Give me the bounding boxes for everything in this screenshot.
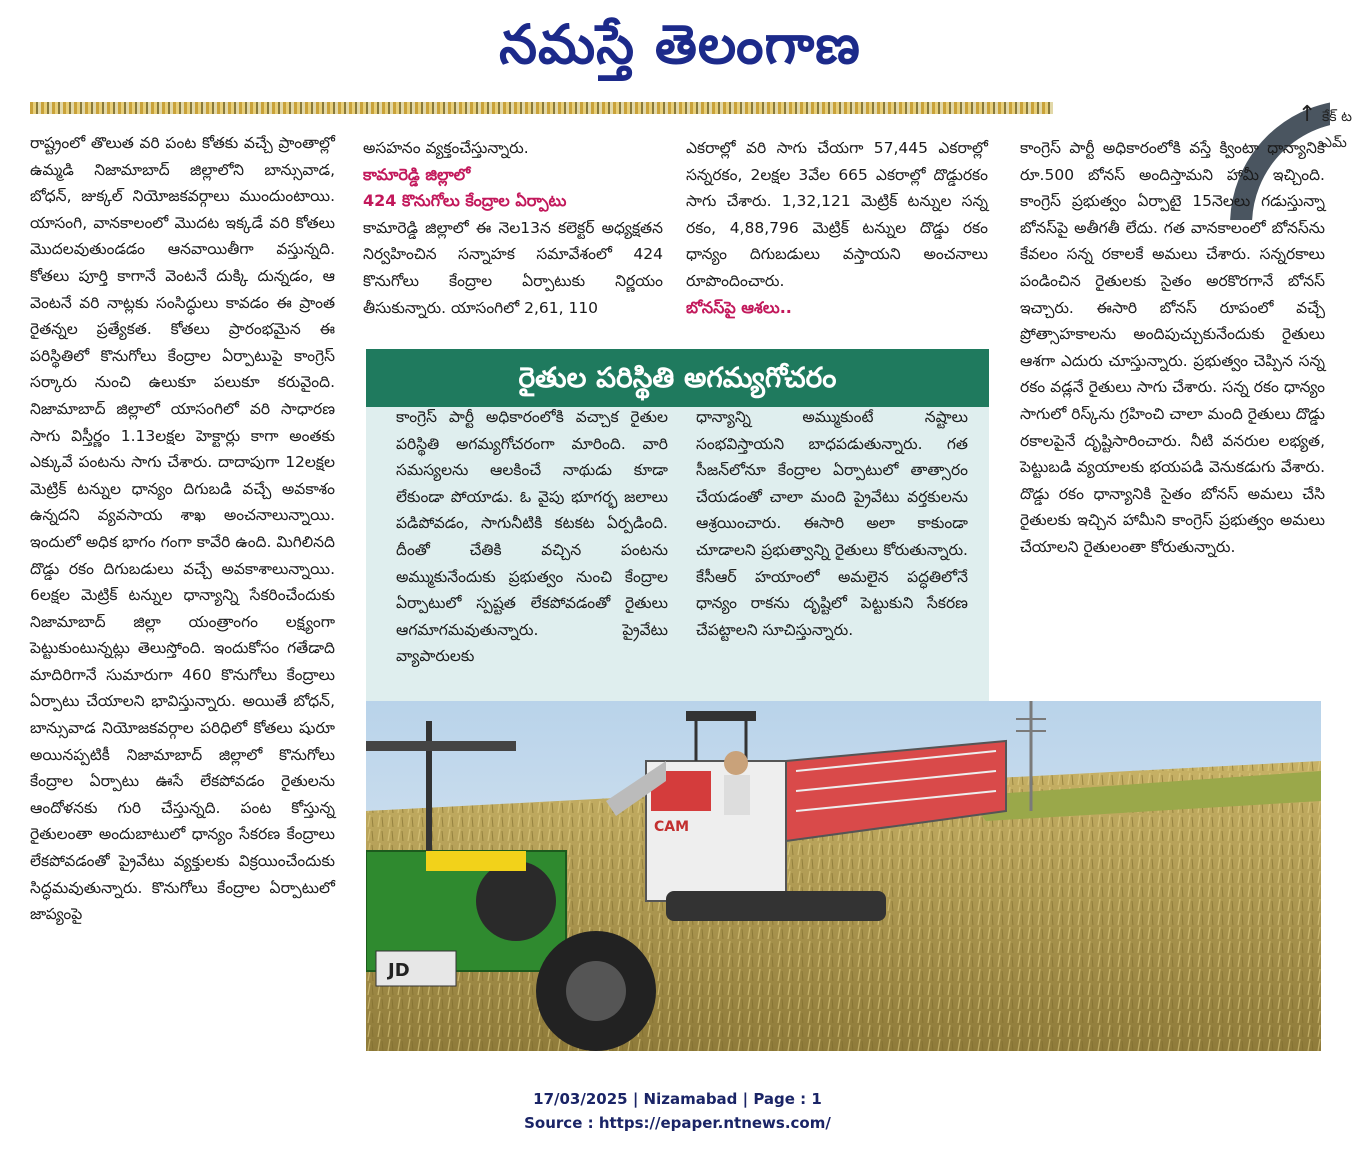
- subheading-bonus: బోనస్‌పై ఆశలు..: [686, 297, 792, 317]
- footer-dateline: 17/03/2025 | Nizamabad | Page : 1: [533, 1090, 822, 1108]
- article-paragraph: ఎకరాల్లో వరి సాగు చేయగా 57,445 ఎకరాల్లో సన్నరకం, 2లక్షల 3వేల 665 ఎకరాల్లో దొడ్డురకం సాగు చేశారు. 1,32,121 మెట్రిక్ టన్నుల సన్న రకం, 4,88,796 మెట్రిక్ టన్నుల దొడ్డు రకం ధాన్యం దిగుబడులు వస్తాయని అంచనాలు రూపొందించారు.: [686, 139, 988, 290]
- article-paragraph: అసహనం వ్యక్తంచేస్తున్నారు.: [363, 139, 529, 157]
- paddy-banner-strip: [30, 102, 1053, 114]
- article-column-4: [1020, 135, 1325, 561]
- subheading-kamareddy: [363, 162, 663, 215]
- harvest-photo-illustration: [366, 701, 1321, 1051]
- article-paragraph: కాంగ్రెస్ పార్టీ అధికారంలోకి వస్తే క్వింటా ధాన్యానికి రూ.500 బోనస్ అందిస్తామని హామీ ఇచ్చింది. కాంగ్రెస్ ప్రభుత్వం ఏర్పాటై 15నెలలు గడుస్తున్నా బోనస్‌పై అతీగతీ లేదు. గత వానకాలంలో బోనస్‌ను కేవలం సన్న రకాలకే అమలు చేశారు. సన్నరకాలు పండించిన రైతులకు సైతం అరకొరగానే బోనస్ ఇచ్చారు. ఈసారి బోనస్ రూపంలో వచ్చే ప్రోత్సాహకాలను అందిపుచ్చుకునేందుకు రైతులు ఆశగా ఎదురు చూస్తున్నారు. ప్రభుత్వం చెప్పిన సన్న రకం వడ్లనే రైతులు సాగు చేశారు. సన్న రకం ధాన్యం సాగులో రిస్క్‌ను గ్రహించి చాలా మంది రైతులు దొడ్డు రకాలపైనే దృష్టిసారించారు. నీటి వనరుల లభ్యత, పెట్టుబడి వ్యయాలకు భయపడి వెనుకడుగు వేశారు. దొడ్డు రకం ధాన్యానికి సైతం బోనస్ అమలు చేసి రైతులకు ఇచ్చిన హామీని కాంగ్రెస్ ప్రభుత్వం అమలు చేయాలని రైతులంతా కోరుతున్నారు.: [1020, 139, 1325, 556]
- article-paragraph: కామారెడ్డి జిల్లాలో ఈ నెల13న కలెక్టర్ అధ్యక్షతన నిర్వహించిన సన్నాహక సమావేశంలో 424 కొనుగోలు కేంద్రాల ఏర్పాటుకు నిర్ణయం తీసుకున్నారు. యాసంగిలో 2,61, 110: [363, 218, 663, 317]
- harvest-photo: [366, 701, 1321, 1051]
- subheading-line: 424 కొనుగోలు కేంద్రాల ఏర్పాటు: [363, 191, 567, 211]
- page-footer: [0, 1087, 1355, 1135]
- article-column-3: [686, 135, 988, 321]
- masthead-title: నమస్తే తెలంగాణ: [499, 12, 861, 76]
- corner-teaser-text: కేక్ ట ఎమ్: [1322, 109, 1352, 151]
- footer-source: Source : https://epaper.ntnews.com/: [524, 1114, 831, 1132]
- subheading-line: కామారెడ్డి జిల్లాలో: [363, 164, 471, 184]
- harvester-tracks: [666, 891, 886, 921]
- article-paragraph: రాష్ట్రంలో తొలుత వరి పంట కోతకు వచ్చే ప్రాంతాల్లో ఉమ్మడి నిజామాబాద్ జిల్లాలోని బాన్సువాడ, బోధన్, జుక్కల్ నియోజకవర్గాలు ముందుంటాయి. యాసంగి, వానకాలంలో మొదట ఇక్కడే వరి కోతలు మొదలవుతుండడం ఆనవాయితీగా వస్తున్నది. కోతలు పూర్తి కాగానే వెంటనే దుక్కి దున్నడం, ఆ వెంటనే వరి నాట్లకు సంసిద్ధులు కావడం ఈ ప్రాంత రైతన్నల ప్రత్యేకత. కోతలు ప్రారంభమైన ఈ పరిస్థితిలో కొనుగోలు కేంద్రాల ఏర్పాటుపై కాంగ్రెస్ సర్కారు నుంచి ఉలుకూ పలుకూ కరువైంది. నిజామాబాద్ జిల్లాలో యాసంగిలో వరి సాధారణ సాగు విస్తీర్ణం 1.13లక్షల హెక్టార్లు కాగా అంతకు ఎక్కువే పంటను సాగు చేశారు. దాదాపుగా 12లక్షల మెట్రిక్ టన్నుల ధాన్యం దిగుబడి వచ్చే అవకాశం ఉన్నదని వ్యవసాయ శాఖ అంచనాలున్నాయి. ఇందులో అధిక భాగం గంగా కావేరి ఉంది. మిగిలినది దొడ్డు రకం దిగుబడులు వచ్చే అవకాశాలున్నాయి. 6లక్షల మెట్రిక్ టన్నుల ధాన్యాన్ని సేకరించేందుకు నిజామాబాద్ జిల్లా యంత్రాంగం లక్ష్యంగా పెట్టుకుంటున్నట్లు తెలుస్తోంది. ఇందుకోసం గతేడాది మాదిరిగానే సుమారుగా 460 కొనుగోలు కేంద్రాలు ఏర్పాటు చేయాలని భావిస్తున్నారు. అయితే బోధన్, బాన్సువాడ నియోజకవర్గాల పరిధిలో కోతలు షురూ అయినప్పటికీ నిజామాబాద్ జిల్లాలో కొనుగోలు కేంద్రాల ఏర్పాటు ఊసే లేకపోవడం రైతులను ఆందోళనకు గురి చేస్తున్నది. పంట కోస్తున్న రైతులంతా అందుబాటులో ధాన్యం సేకరణ కేంద్రాలు లేకపోవడంతో ప్రైవేటు వ్యక్తులకు విక్రయించేందుకు సిద్ధమవుతున్నారు. కొనుగోలు కేంద్రాల ఏర్పాటులో జాప్యంపై: [30, 134, 335, 924]
- harvester-brand-label: CAM: [654, 819, 690, 835]
- article-column-2: [363, 135, 663, 321]
- farmer: [724, 751, 748, 775]
- boxed-story-title: రైతుల పరిస్థితి అగమ్యగోచరం: [366, 349, 989, 407]
- up-arrow-icon: ↑: [1298, 102, 1317, 127]
- boxed-story-column-left: కాంగ్రెస్ పార్టీ అధికారంలోకి వచ్చాక రైతుల పరిస్థితి అగమ్యగోచరంగా మారింది. వారి సమస్యలను ఆలకించే నాథుడు కూడా లేకుండా పోయాడు. ఓ వైపు భూగర్భ జలాలు పడిపోవడం, సాగునీటికి కటకట ఏర్పడింది. దీంతో చేతికి వచ్చిన పంటను అమ్ముకునేందుకు ప్రభుత్వం నుంచి కేంద్రాల ఏర్పాటులో స్పష్టత లేకపోవడంతో రైతులు ఆగమాగమవుతున్నారు. ప్రైవేటు వ్యాపారులకు: [396, 408, 668, 666]
- tractor-plate: JD: [388, 960, 410, 981]
- article-column-1: [30, 130, 335, 928]
- boxed-story-column-right: ధాన్యాన్ని అమ్ముకుంటే నష్టాలు సంభవిస్తాయని బాధపడుతున్నారు. గత సీజన్‌లోనూ కేంద్రాల ఏర్పాటులో తాత్సారం చేయడంతో చాలా మంది ప్రైవేటు వర్తకులను ఆశ్రయించారు. ఈసారి అలా కాకుండా చూడాలని ప్రభుత్వాన్ని రైతులు కోరుతున్నారు. కేసీఆర్ హయాంలో అమలైన పద్ధతిలోనే ధాన్యం రాకను దృష్టిలో పెట్టుకుని సేకరణ చేపట్టాలని సూచిస్తున్నారు.: [696, 408, 968, 639]
